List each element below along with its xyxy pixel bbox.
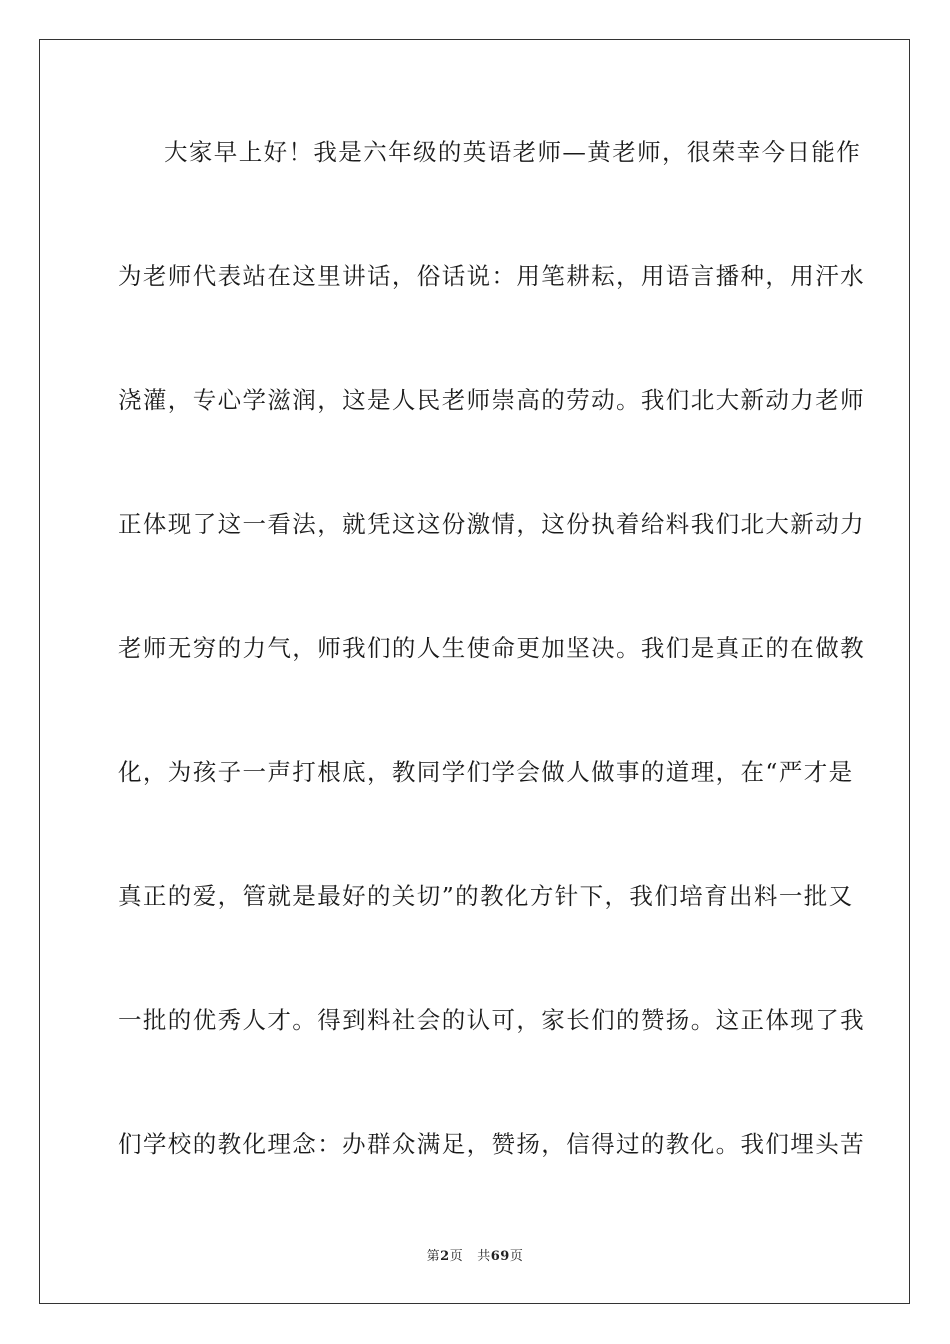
text-line: 真正的爱，管就是最好的关切”的教化方针下，我们培育出料一批又: [118, 882, 854, 910]
text-line: 化，为孩子一声打根底，教同学们学会做人做事的道理，在“严才是: [118, 758, 854, 786]
text-line: 一批的优秀人才。得到料社会的认可，家长们的赞扬。这正体现了我: [118, 1006, 865, 1034]
text-line: 们学校的教化理念：办群众满足，赞扬，信得过的教化。我们埋头苦: [118, 1130, 865, 1158]
body-text: [118, 118, 865, 1234]
total-suffix: 页: [509, 1249, 524, 1264]
text-line: 老师无穷的力气，师我们的人生使命更加坚决。我们是真正的在做教: [118, 634, 865, 662]
total-prefix: 共: [477, 1249, 491, 1264]
text-line: 大家早上好！我是六年级的英语老师—黄老师，很荣幸今日能作: [164, 138, 862, 166]
text-line: 浇灌，专心学滋润，这是人民老师崇高的劳动。我们北大新动力老师: [118, 386, 865, 414]
page-suffix: 页: [449, 1249, 464, 1264]
page-prefix: 第: [426, 1249, 441, 1264]
page-current: 2: [440, 1249, 450, 1264]
text-line: 正体现了这一看法，就凭这这份激情，这份执着给料我们北大新动力: [118, 510, 865, 538]
page-footer: [0, 1245, 950, 1264]
page-total: 69: [490, 1249, 510, 1264]
text-line: 为老师代表站在这里讲话，俗话说：用笔耕耘，用语言播种，用汗水: [118, 262, 865, 290]
